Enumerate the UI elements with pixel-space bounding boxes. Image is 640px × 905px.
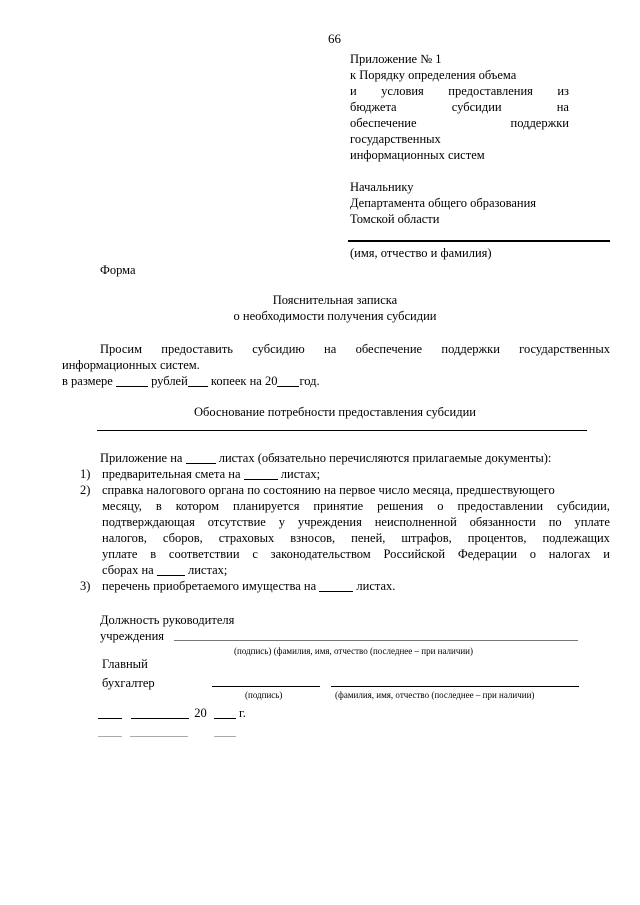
justification-line (97, 430, 587, 431)
addressee-line: Томской области (350, 212, 440, 226)
request-line: Просим предоставить субсидию на обеспечение поддержки государственных (100, 342, 610, 356)
sheets-blank (319, 579, 353, 592)
accountant-signature-caption: (подпись) (245, 690, 283, 700)
sheets-blank (186, 451, 216, 464)
kopecks-blank (188, 374, 208, 387)
addressee-name-caption: (имя, отчество и фамилия) (350, 246, 492, 260)
appendix-line: государственных (350, 132, 441, 146)
appendix-line: Приложение № 1 (350, 52, 442, 66)
request-paragraph (62, 341, 610, 389)
faint-line (98, 736, 122, 737)
appendix-line: обеспечение поддержки (350, 116, 569, 130)
addressee-line: Начальнику (350, 180, 414, 194)
appendix-line: бюджета субсидии на (350, 100, 569, 114)
rubles-blank (116, 374, 148, 387)
document-title (0, 292, 640, 324)
head-signature-caption: (подпись) (фамилия, имя, отчество (последнее – при наличии) (234, 646, 473, 656)
appendix-block (350, 51, 569, 163)
faint-line (130, 736, 188, 737)
attachment-item-2-line: месяцу, в котором планируется принятие решения о предоставлении субсидии, (102, 499, 610, 513)
attachment-item-2: 2) справка налогового органа по состоянию на первое число месяца, предшествующего (80, 483, 555, 497)
head-signature-line (174, 640, 578, 641)
attachment-item-3: 3) перечень приобретаемого имущества на листах. (80, 579, 396, 593)
accountant-name-line (331, 686, 579, 687)
appendix-line: и условия предоставления из (350, 84, 569, 98)
date-line: 20 г. (98, 705, 246, 721)
accountant-signature-line (212, 686, 320, 687)
title-line: о необходимости получения субсидии (233, 309, 437, 323)
accountant-line: бухгалтер (102, 676, 155, 690)
day-blank (98, 706, 122, 719)
head-title: Должность руководителя (100, 613, 235, 627)
accountant-line: Главный (102, 657, 148, 671)
institution-label: учреждения (100, 629, 165, 643)
attachment-item-2-line: уплате в соответствии с законодательством Российской Федерации о налогах и (102, 547, 610, 561)
attachments-intro: Приложение на листах (обязательно перечисляются прилагаемые документы): (100, 451, 552, 465)
addressee-line: Департамента общего образования (350, 196, 537, 210)
year-blank (277, 374, 299, 387)
page-number: 66 (328, 31, 341, 46)
request-line: информационных систем. (62, 358, 200, 372)
amount-line: в размере рублей копеек на 20 год. (62, 374, 320, 388)
attachment-item-1: 1) предварительная смета на листах; (80, 467, 321, 481)
sheets-blank (157, 563, 185, 576)
appendix-line: к Порядку определения объема (350, 68, 517, 82)
attachments-block (62, 450, 610, 594)
attachment-item-2-line: сборах на листах; (102, 563, 228, 577)
sheets-blank (244, 467, 278, 480)
accountant-name-caption: (фамилия, имя, отчество (последнее – при наличии) (335, 690, 535, 700)
attachment-item-2-line: подтверждающая отсутствие у учреждения неисполненной обязанности по уплате (102, 515, 610, 529)
faint-line (214, 736, 236, 737)
form-label: Форма (100, 263, 136, 277)
month-blank (131, 706, 189, 719)
addressee-name-line (348, 240, 610, 242)
accountant-label (102, 656, 155, 691)
attachment-item-2-line: налогов, сборов, страховых взносов, пеней, штрафов, процентов, подлежащих (102, 531, 610, 545)
appendix-line: информационных систем (350, 148, 485, 162)
year-blank (214, 706, 236, 719)
addressee-block (350, 179, 610, 227)
justification-title: Обоснование потребности предоставления субсидии (194, 405, 476, 419)
title-line: Пояснительная записка (272, 293, 398, 307)
